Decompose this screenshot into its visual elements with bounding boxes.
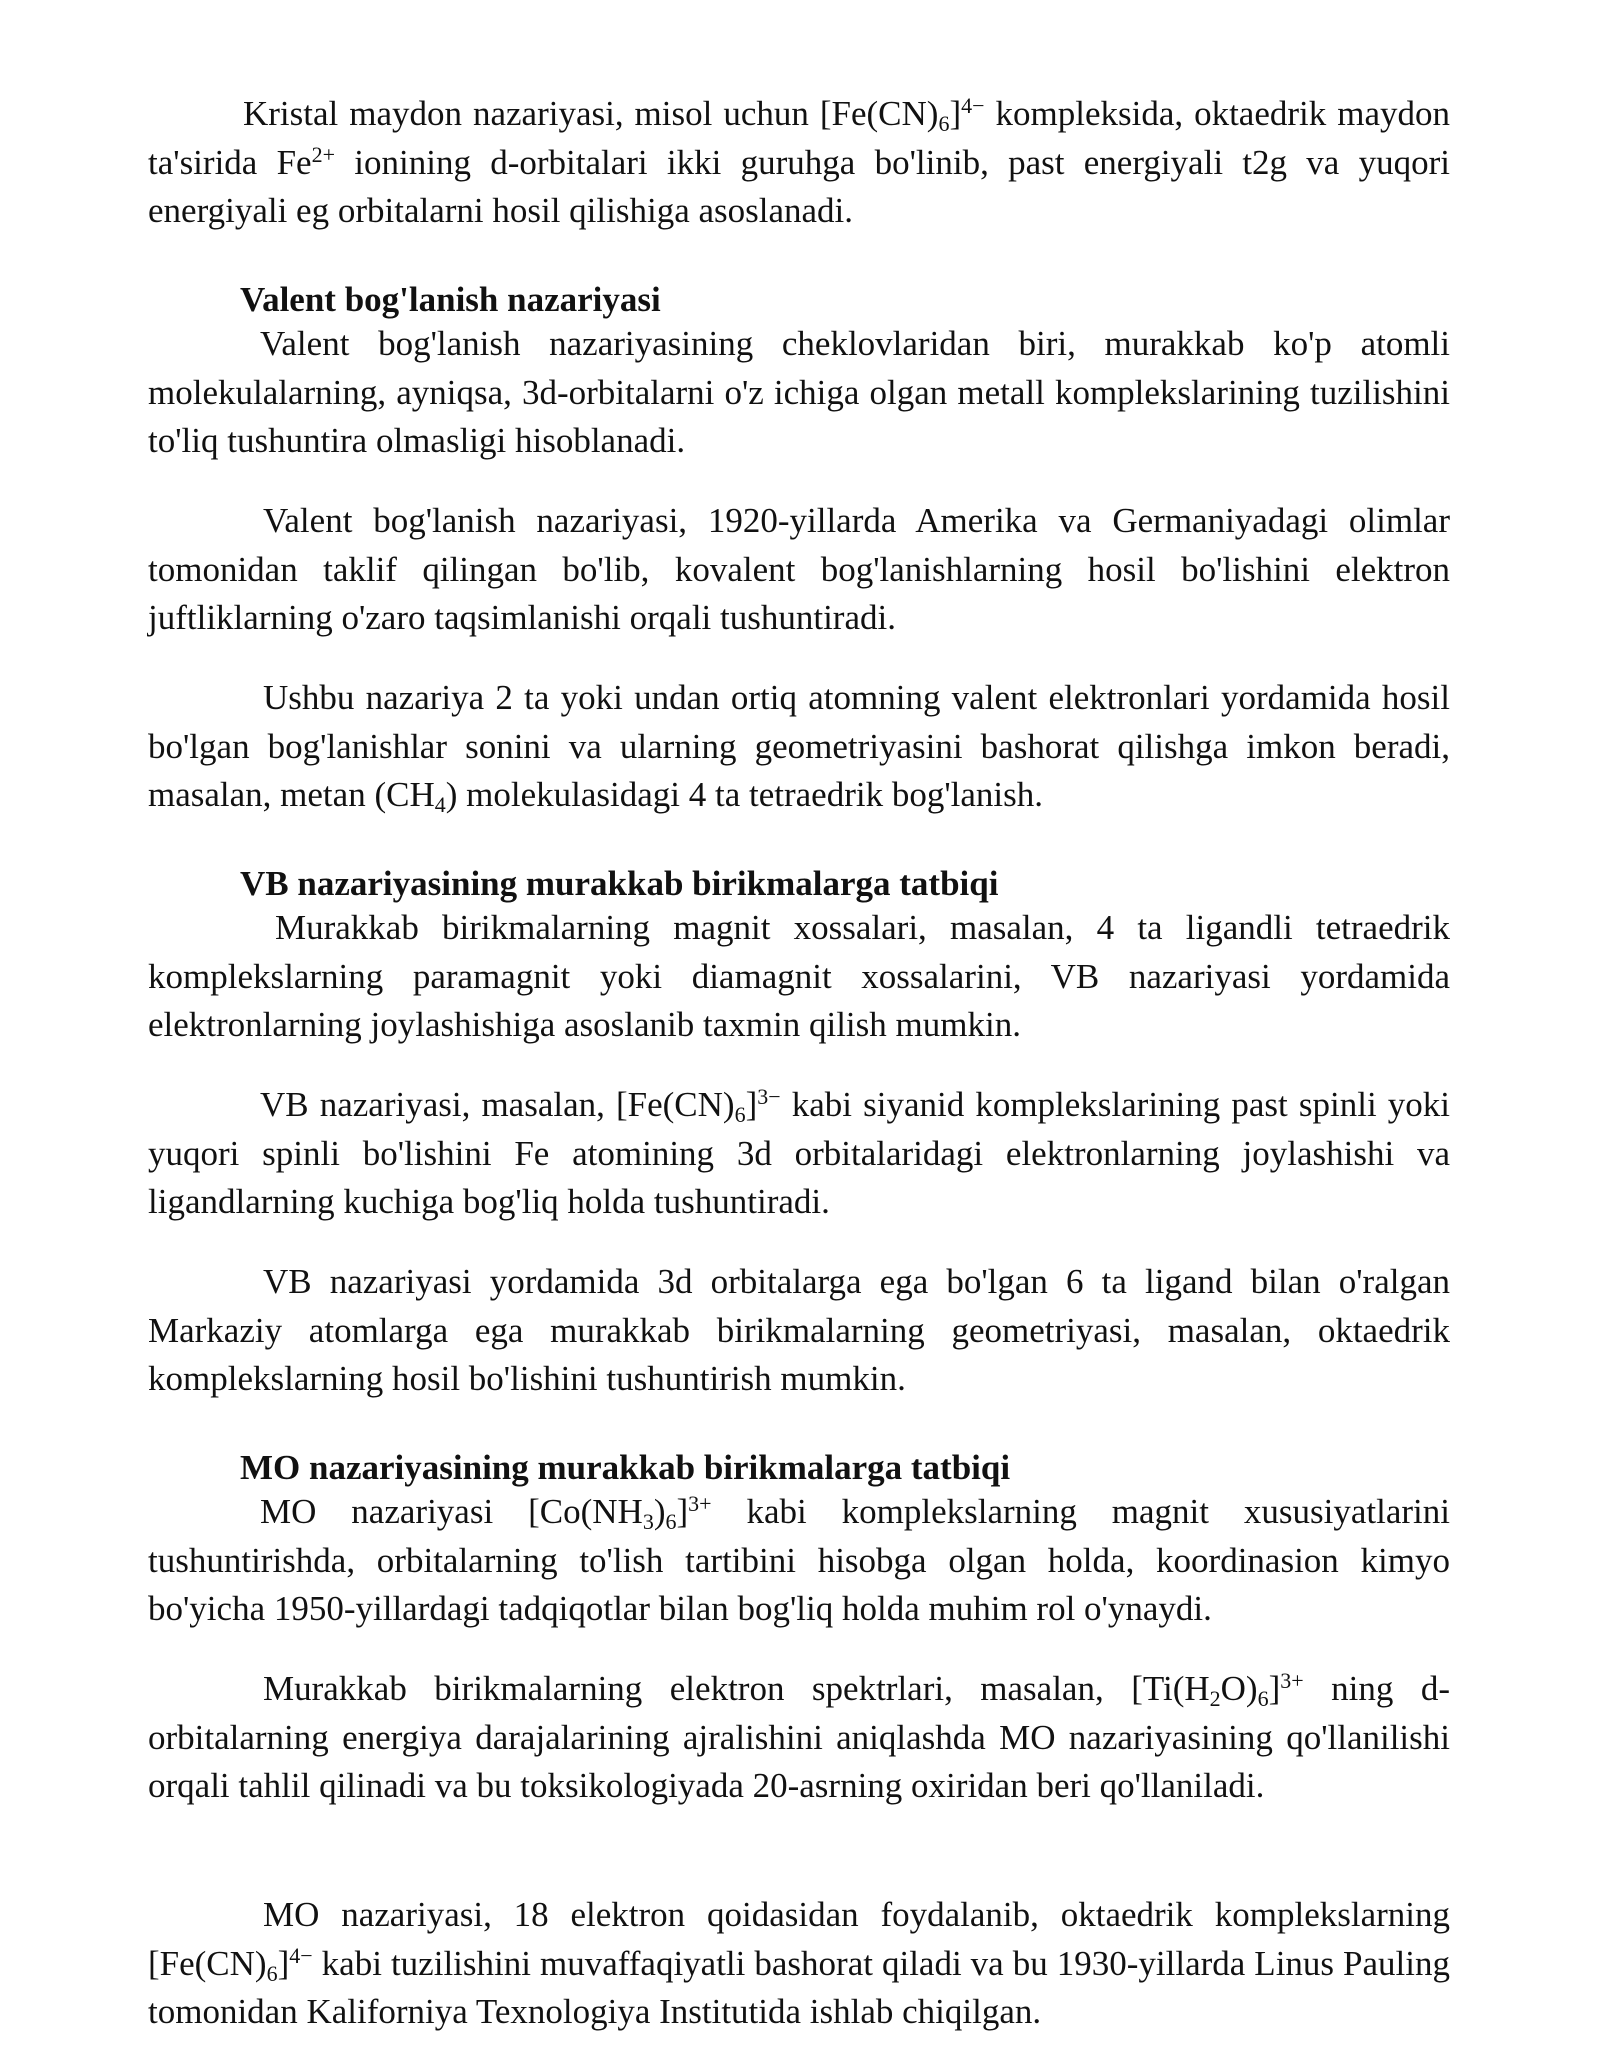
formula-fe-cn6-4minus: $[Fe(CN)_6]^{4-}$ <box>819 93 985 136</box>
formula-ti-h2o-6-3plus: $[Ti(H_2O)_6]^{3+}$ <box>1131 1668 1304 1711</box>
paragraph-mo-spectra: Murakkab birikmalarning elektron spektrlari, masalan, $[Ti(H_2O)_6]^{3+}$ ning d-orbitalarning energiya darajalarining ajralishini aniqlashda MO nazariyasining qo'llanilishi orqali tahlil qilinadi va bu toksikologiyada 20-asrning oxiridan beri qo'llaniladi. <box>148 1668 1450 1805</box>
paragraph-mo-magnetic: MO nazariyasi $[Co(NH_3)_6]^{3+}$ kabi komplekslarning magnit xususiyatlarini tushuntirishda, orbitalarning to'lish tartibini hisobga olgan holda, koordinasion kimyo bo'yicha 1950-yillardagi tadqiqotlar bilan bog'liq holda muhim rol o'ynaydi. <box>148 1491 1450 1628</box>
paragraph-vb-octahedral: VB nazariyasi yordamida 3d orbitalarga ega bo'lgan 6 ta ligand bilan o'ralgan Markaziy atomlarga ega murakkab birikmalarning geometriyasi, masalan, oktaedrik komplekslarning hosil bo'lishini tushuntirish mumkin. <box>148 1262 1450 1398</box>
paragraph-vb-magnetic: Murakkab birikmalarning magnit xossalari, masalan, 4 ta ligandli tetraedrik komplekslarning paramagnit yoki diamagnit xossalarini, VB nazariyasi yordamida elektronlarning joylashishiga asoslanib taxmin qilish mumkin. <box>148 908 1450 1044</box>
formula-fe-cn6-3minus: $[Fe(CN)_6]^{3-}$ <box>615 1084 781 1127</box>
formula-fe-cn6-4minus-2: $[Fe(CN)_6]^{4-}$ <box>148 1942 313 1986</box>
heading-vb-application: VB nazariyasining murakkab birikmalarga tatbiqi <box>240 864 999 903</box>
paragraph-vb-history: Valent bog'lanish nazariyasi, 1920-yillarda Amerika va Germaniyadagi olimlar tomonidan taklif qilingan bo'lib, kovalent bog'lanishlarning hosil bo'lishini elektron juftliklarning o'zaro taqsimlanishi orqali tushuntiradi. <box>148 501 1450 637</box>
paragraph-crystal-field: Kristal maydon nazariyasi, misol uchun $[Fe(CN)_6]^{4-}$ kompleksida, oktaedrik maydon ta'sirida $Fe^{2+}$ ionining d-orbitalari ikki guruhga bo'linib, past energiyali t2g va yuqori energiyali eg orbitalarni hosil qilishiga asoslanadi. <box>148 93 1450 230</box>
paragraph-mo-18-electron: MO nazariyasi, 18 elektron qoidasidan foydalanib, oktaedrik komplekslarning $[Fe(CN)_6]^{4-}$ kabi tuzilishini muvaffaqiyatli bashorat qiladi va bu 1930-yillarda Linus Pauling tomonidan Kaliforniya Texnologiya Institutida ishlab chiqilgan. <box>148 1895 1450 2031</box>
heading-valence-bond: Valent bog'lanish nazariyasi <box>240 280 661 319</box>
paragraph-vb-cyanide: VB nazariyasi, masalan, $[Fe(CN)_6]^{3-}$ kabi siyanid komplekslarining past spinli yoki yuqori spinli bo'lishini Fe atomining 3d orbitalaridagi elektronlarning joylashishi va ligandlarning kuchiga bog'liq holda tushuntiradi. <box>148 1084 1450 1221</box>
heading-mo-application: MO nazariyasining murakkab birikmalarga tatbiqi <box>240 1448 1011 1487</box>
paragraph-vb-geometry: Ushbu nazariya 2 ta yoki undan ortiq atomning valent elektronlari yordamida hosil bo'lgan bog'lanishlar sonini va ularning geometriyasini bashorat qilishga imkon beradi, masalan, metan $(CH_4)$ molekulasidagi 4 ta tetraedrik bog'lanish. <box>148 678 1450 817</box>
formula-co-nh3-6-3plus: $[Co(NH_3)_6]^{3+}$ <box>528 1491 712 1534</box>
paragraph-vb-limitations: Valent bog'lanish nazariyasining cheklovlaridan biri, murakkab ko'p atomli molekulalarning, ayniqsa, 3d-orbitalarni o'z ichiga olgan metall komplekslarining tuzilishini to'liq tushuntira olmasligi hisoblanadi. <box>148 324 1450 460</box>
formula-ch4: $CH_4$ <box>386 775 446 817</box>
formula-fe-2plus: $Fe^{2+}$ <box>276 141 336 182</box>
